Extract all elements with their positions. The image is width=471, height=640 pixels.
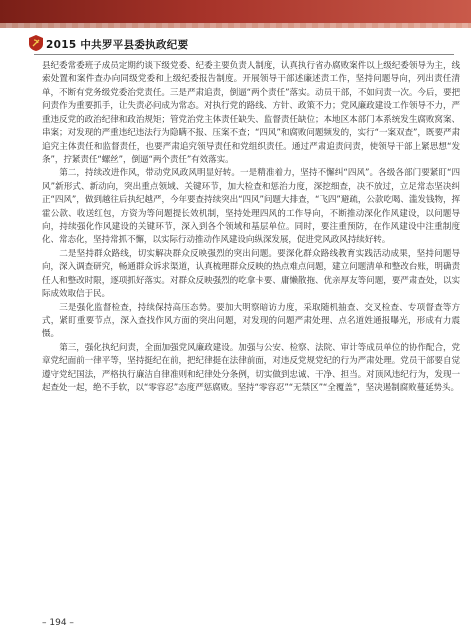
- paragraph: 二是坚持群众路线，切实解决群众反映强烈的突出问题。要深化群众路线教育实践活动成果，坚持问题导向，深入调查研究，畅通群众诉求渠道，认真梳理群众反映的热点难点问题，建立问题清单和整改台账，明确责任人和整改时限，逐项抓好落实。对群众反映强烈的吃拿卡要、庸懒散拖、优亲厚友等问题，要严肃查处，以实际成效取信于民。: [42, 248, 460, 300]
- header-title: 2015 中共罗平县委执政纪要: [46, 39, 189, 51]
- paragraph: 第三，强化执纪问责，全面加强党风廉政建设。加强与公安、检察、法院、审计等成员单位的协作配合，党章党纪面前一律平等，坚持挺纪在前，把纪律挺在法律前面，对违反党规党纪的行为严肃处理。党员干部要自觉遵守党纪国法，严格执行廉洁自律准则和纪律处分条例，切实做到忠诚、干净、担当。对顶风违纪行为，发现一起查处一起，绝不手软，以“零容忍”态度严惩腐败。坚持“零容忍”“无禁区”“全覆盖”，坚决遏制腐败蔓延势头。: [42, 342, 460, 394]
- body-text: [42, 60, 460, 620]
- header-divider: [34, 54, 454, 55]
- paragraph: 第二，持续改进作风，带动党风政风明显好转。一是精准着力，坚持不懈纠“四风”。各级各部门要紧盯“四风”新形式、新动向，突出重点领域、关键环节，加大检查和惩治力度，深挖细查，决不放过，立足常态坚决纠正“四风”，做到越往后执纪越严，今年要查持续突出“四风”问题大排查，“飞四”避疏，公款吃喝、滥发钱物，挥霍公款、收送红包，方资为等问题提长效机制，坚持处理四风的工作导向，不断推动深化作风建设，以问题导向，持续强化作风建设的关键环节，深入到各个领域和基层单位。同时，要注重预防，在作风建设中注重制度化、常态化，坚持常抓不懈，以实际行动推动作风建设向纵深发展，促进党风政风持续好转。: [42, 168, 460, 246]
- paragraph: 县纪委常委班子成员定期约谈下级党委、纪委主要负责人制度，认真执行省办腐败案件以上级纪委领导为主，线索处置和案件查办向同级党委和上级纪委报告制度。开展领导干部述廉述责工作，坚持问题导向，列出责任清单，不断有党务级党委治党责任。三是严肃追责，倒逼“两个责任”落实。动员干部，不如问责一次。今后，要把问责作为重要抓手，让失责必问成为常态。对执行党的路线、方针、政策不力；党风廉政建设工作领导不力，严重违反党的政治纪律和政治规矩；管党治党主体责任缺失、监督责任缺位；本地区本部门本系统发生腐败窝案、串案；对发现的严重违纪违法行为隐瞒不报、压案不查；“四风”和腐败问题频发的，实行“一案双查”，既要严肃追究主体责任和监督责任，也要严肃追究领导责任和党组织责任。通过严肃追责问责，使领导干部上紧思想“发条”，拧紧责任“螺丝”，倒逼“两个责任”有效落实。: [42, 61, 460, 165]
- paragraph: 三是强化监督检查，持续保持高压态势。要加大明察暗访力度，采取随机抽查、交叉检查、专项督查等方式，紧盯重要节点，深入查找作风方面的突出问题，对发现的问题严肃处理、点名道姓通报曝光，形成有力震慑。: [42, 302, 460, 340]
- party-emblem-icon: [28, 34, 44, 52]
- header-band: [0, 0, 471, 28]
- page-number: – 194 –: [42, 618, 74, 628]
